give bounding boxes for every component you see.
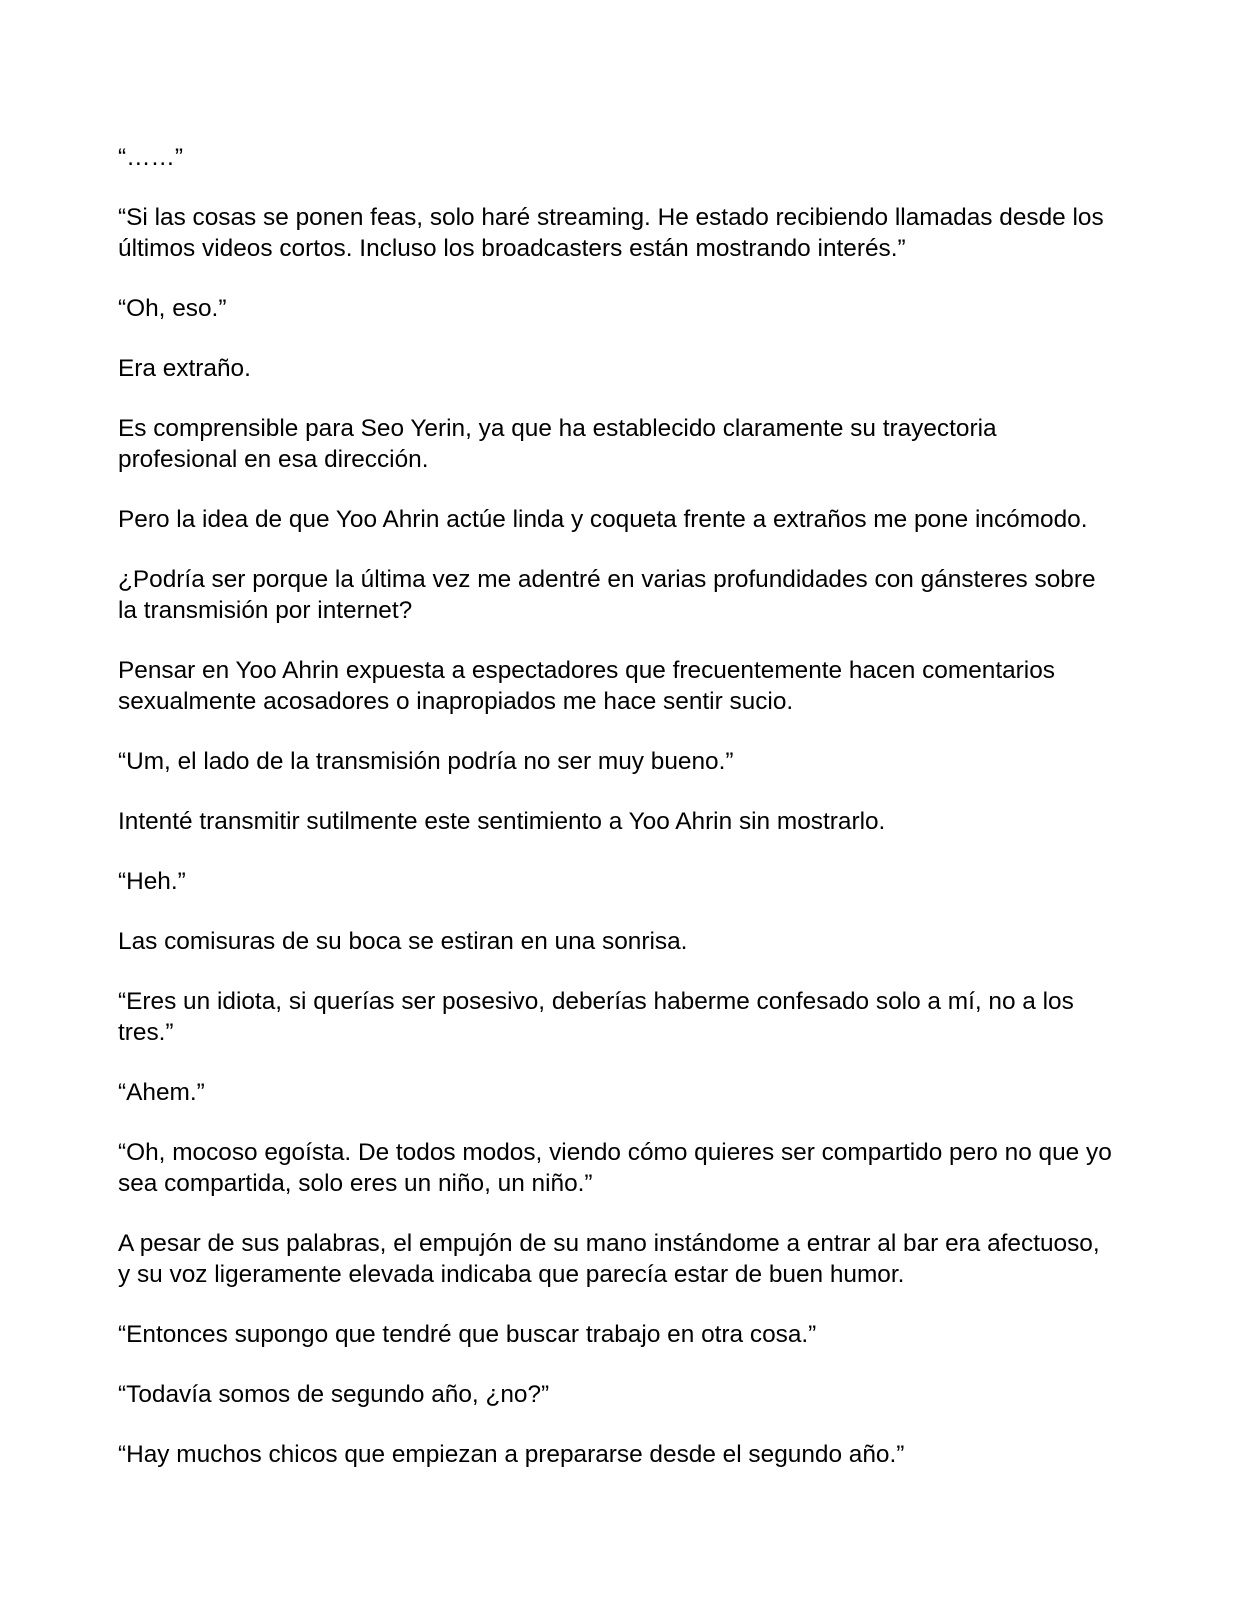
- paragraph: ¿Podría ser porque la última vez me adentré en varias profundidades con gánsteres sobre la transmisión por internet?: [118, 566, 1096, 624]
- paragraph: Las comisuras de su boca se estiran en una sonrisa.: [118, 928, 688, 955]
- paragraph: “Eres un idiota, si querías ser posesivo, deberías haberme confesado solo a mí, no a los tres.”: [118, 988, 1074, 1046]
- document-page: [118, 142, 1118, 1499]
- paragraph: “Entonces supongo que tendré que buscar trabajo en otra cosa.”: [118, 1321, 817, 1348]
- paragraph: “Ahem.”: [118, 1079, 205, 1106]
- paragraph: Es comprensible para Seo Yerin, ya que ha establecido claramente su trayectoria profesional en esa dirección.: [118, 415, 997, 473]
- paragraph: “Oh, mocoso egoísta. De todos modos, viendo cómo quieres ser compartido pero no que yo sea compartida, solo eres un niño, un niño.”: [118, 1139, 1112, 1197]
- paragraph: “Heh.”: [118, 868, 186, 895]
- paragraph: Pensar en Yoo Ahrin expuesta a espectadores que frecuentemente hacen comentarios sexualmente acosadores o inapropiados me hace sentir sucio.: [118, 657, 1055, 715]
- paragraph: “Hay muchos chicos que empiezan a prepararse desde el segundo año.”: [118, 1441, 905, 1468]
- paragraph: Pero la idea de que Yoo Ahrin actúe linda y coqueta frente a extraños me pone incómodo.: [118, 506, 1088, 533]
- paragraph: “Oh, eso.”: [118, 295, 227, 322]
- paragraph: Era extraño.: [118, 355, 251, 382]
- paragraph: “Um, el lado de la transmisión podría no ser muy bueno.”: [118, 748, 734, 775]
- paragraph: “……”: [118, 144, 184, 171]
- paragraph: A pesar de sus palabras, el empujón de su mano instándome a entrar al bar era afectuoso, y su voz ligeramente elevada indicaba que parecía estar de buen humor.: [118, 1230, 1100, 1288]
- paragraph: “Si las cosas se ponen feas, solo haré streaming. He estado recibiendo llamadas desde los últimos videos cortos. Incluso los broadcasters están mostrando interés.”: [118, 204, 1104, 262]
- paragraph: “Todavía somos de segundo año, ¿no?”: [118, 1381, 550, 1408]
- paragraph: Intenté transmitir sutilmente este sentimiento a Yoo Ahrin sin mostrarlo.: [118, 808, 886, 835]
